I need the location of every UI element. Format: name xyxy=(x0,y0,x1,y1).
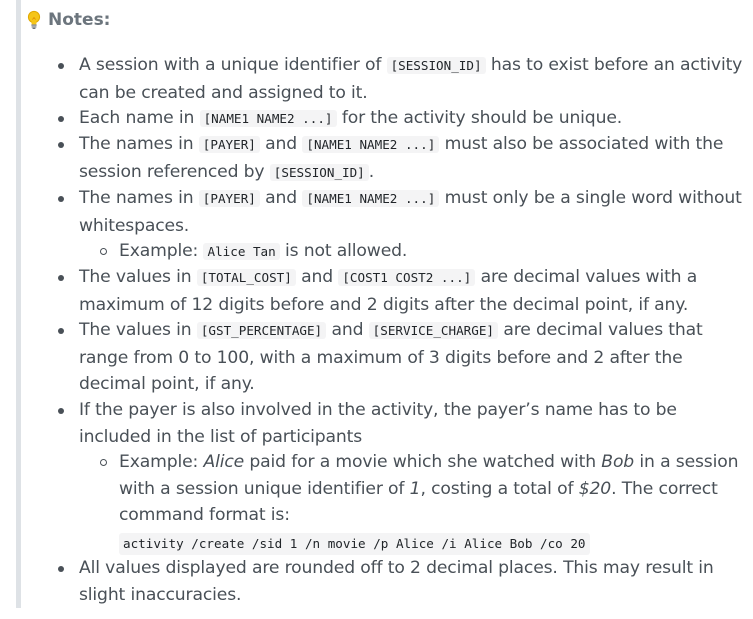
bullet-dot xyxy=(58,116,64,122)
lightbulb-icon xyxy=(27,10,41,30)
code-names: [NAME1 NAME2 ...] xyxy=(200,110,337,127)
note-unique-names: Each name in [NAME1 NAME2 ...] for the activity should be unique. xyxy=(58,105,748,133)
sub-bullet-circle xyxy=(100,248,107,255)
note-cost-values: The values in [TOTAL_COST] and [COST1 COST2 ...] are decimal values with a maximum of 12 digits before and 2 digits after the decimal point, if any. xyxy=(58,264,748,318)
bullet-dot xyxy=(58,275,64,281)
code-session-id: [SESSION_ID] xyxy=(387,57,486,74)
note-rounding: All values displayed are rounded off to 2 decimal places. This may result in slight inaccuracies. xyxy=(58,555,748,608)
code-alice-tan: Alice Tan xyxy=(203,243,279,260)
note-payer-involved: If the payer is also involved in the activity, the payer’s name has to be included in the list of participants xyxy=(58,397,748,450)
note-single-word: The names in [PAYER] and [NAME1 NAME2 ...] must only be a single word without whitespaces. xyxy=(58,185,748,239)
bullet-dot xyxy=(58,408,64,414)
code-names: [NAME1 NAME2 ...] xyxy=(302,190,439,207)
code-total-cost: [TOTAL_COST] xyxy=(197,269,296,286)
note-session-exists: A session with a unique identifier of [SESSION_ID] has to exist before an activity can be created and assigned to it. xyxy=(58,52,748,106)
bullet-dot xyxy=(58,142,64,148)
code-payer: [PAYER] xyxy=(199,136,260,153)
code-costs: [COST1 COST2 ...] xyxy=(338,269,475,286)
bullet-dot xyxy=(58,63,64,69)
subnote-alice-example: Example: Alice paid for a movie which she watched with Bob in a session with a session unique identifier of 1, costing a total of $20. The correct command format is: xyxy=(58,449,748,529)
code-payer: [PAYER] xyxy=(199,190,260,207)
code-service-charge: [SERVICE_CHARGE] xyxy=(369,322,498,339)
notes-title: Notes: xyxy=(48,10,111,30)
code-session-id: [SESSION_ID] xyxy=(270,164,369,181)
command-example-code: activity /create /sid 1 /n movie /p Alice /i Alice Bob /co 20 xyxy=(119,533,590,555)
code-names: [NAME1 NAME2 ...] xyxy=(302,136,439,153)
subnote-alice-tan: Example: Alice Tan is not allowed. xyxy=(58,238,748,266)
bullet-dot xyxy=(58,196,64,202)
notes-header xyxy=(27,9,110,31)
bullet-dot xyxy=(58,566,64,572)
sub-bullet-circle xyxy=(100,459,107,466)
code-gst: [GST_PERCENTAGE] xyxy=(197,322,326,339)
note-gst-service: The values in [GST_PERCENTAGE] and [SERVICE_CHARGE] are decimal values that range from 0 to 100, with a maximum of 3 digits before and 2 after the decimal point, if any. xyxy=(58,317,748,398)
bullet-dot xyxy=(58,328,64,334)
note-names-in-session: The names in [PAYER] and [NAME1 NAME2 ...] must also be associated with the session referenced by [SESSION_ID] . xyxy=(58,131,748,186)
